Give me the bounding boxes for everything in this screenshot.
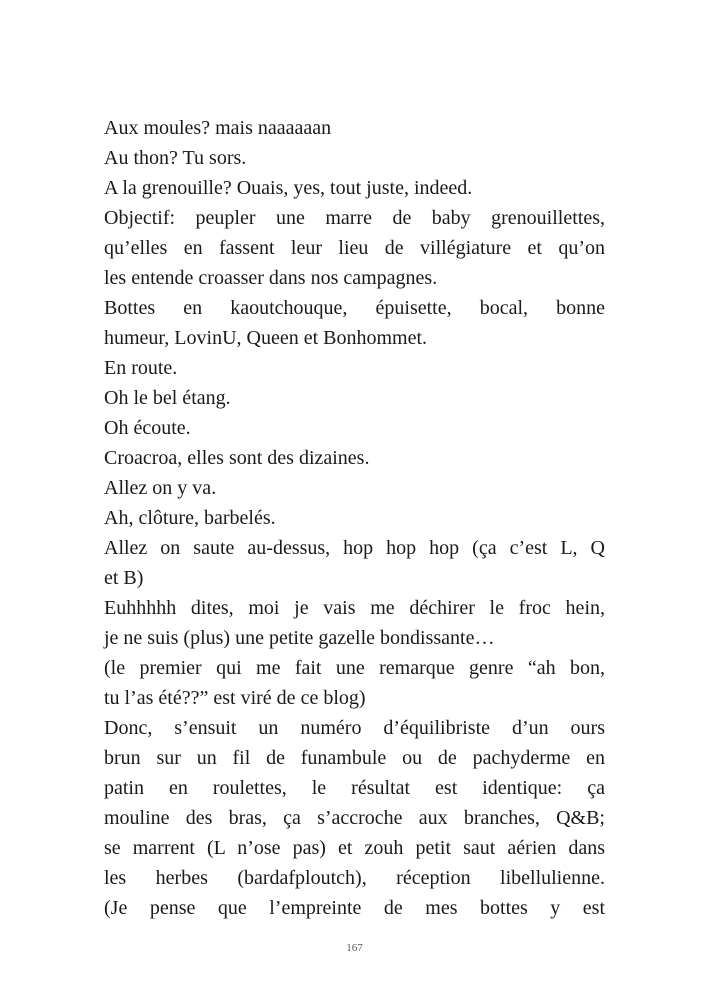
text-line: patin en roulettes, le résultat est identique: ça: [104, 777, 605, 799]
text-line: Euhhhhh dites, moi je vais me déchirer le froc hein,: [104, 597, 605, 619]
body-text: [104, 113, 605, 923]
text-line: (le premier qui me fait une remarque genre “ah bon,: [104, 657, 605, 679]
text-line: Allez on y va.: [104, 477, 217, 499]
text-line: mouline des bras, ça s’accroche aux branches, Q&B;: [104, 807, 605, 829]
text-line: tu l’as été??” est viré de ce blog): [104, 687, 366, 709]
text-line: Allez on saute au-dessus, hop hop hop (ça c’est L, Q: [104, 537, 605, 559]
text-line: les entende croasser dans nos campagnes.: [104, 267, 438, 289]
text-line: Oh le bel étang.: [104, 387, 231, 409]
text-line: A la grenouille? Ouais, yes, tout juste, indeed.: [104, 177, 473, 199]
text-line: se marrent (L n’ose pas) et zouh petit saut aérien dans: [104, 837, 605, 859]
text-line: je ne suis (plus) une petite gazelle bondissante…: [104, 627, 495, 649]
text-line: Bottes en kaoutchouque, épuisette, bocal, bonne: [104, 297, 605, 319]
text-line: Oh écoute.: [104, 417, 191, 439]
text-line: Ah, clôture, barbelés.: [104, 507, 276, 529]
text-line: Donc, s’ensuit un numéro d’équilibriste d’un ours: [104, 717, 605, 739]
text-line: Croacroa, elles sont des dizaines.: [104, 447, 370, 469]
text-line: les herbes (bardafploutch), réception libellulienne.: [104, 867, 605, 889]
text-line: et B): [104, 567, 144, 589]
text-line: qu’elles en fassent leur lieu de villégiature et qu’on: [104, 237, 605, 259]
text-line: En route.: [104, 357, 178, 379]
text-line: Au thon? Tu sors.: [104, 147, 247, 169]
text-line: (Je pense que l’empreinte de mes bottes y est: [104, 897, 605, 919]
text-line: humeur, LovinU, Queen et Bonhommet.: [104, 327, 428, 349]
page-number: 167: [346, 942, 363, 954]
text-line: Aux moules? mais naaaaaan: [104, 117, 332, 139]
text-line: brun sur un fil de funambule ou de pachyderme en: [104, 747, 605, 769]
text-line: Objectif: peupler une marre de baby grenouillettes,: [104, 207, 605, 229]
